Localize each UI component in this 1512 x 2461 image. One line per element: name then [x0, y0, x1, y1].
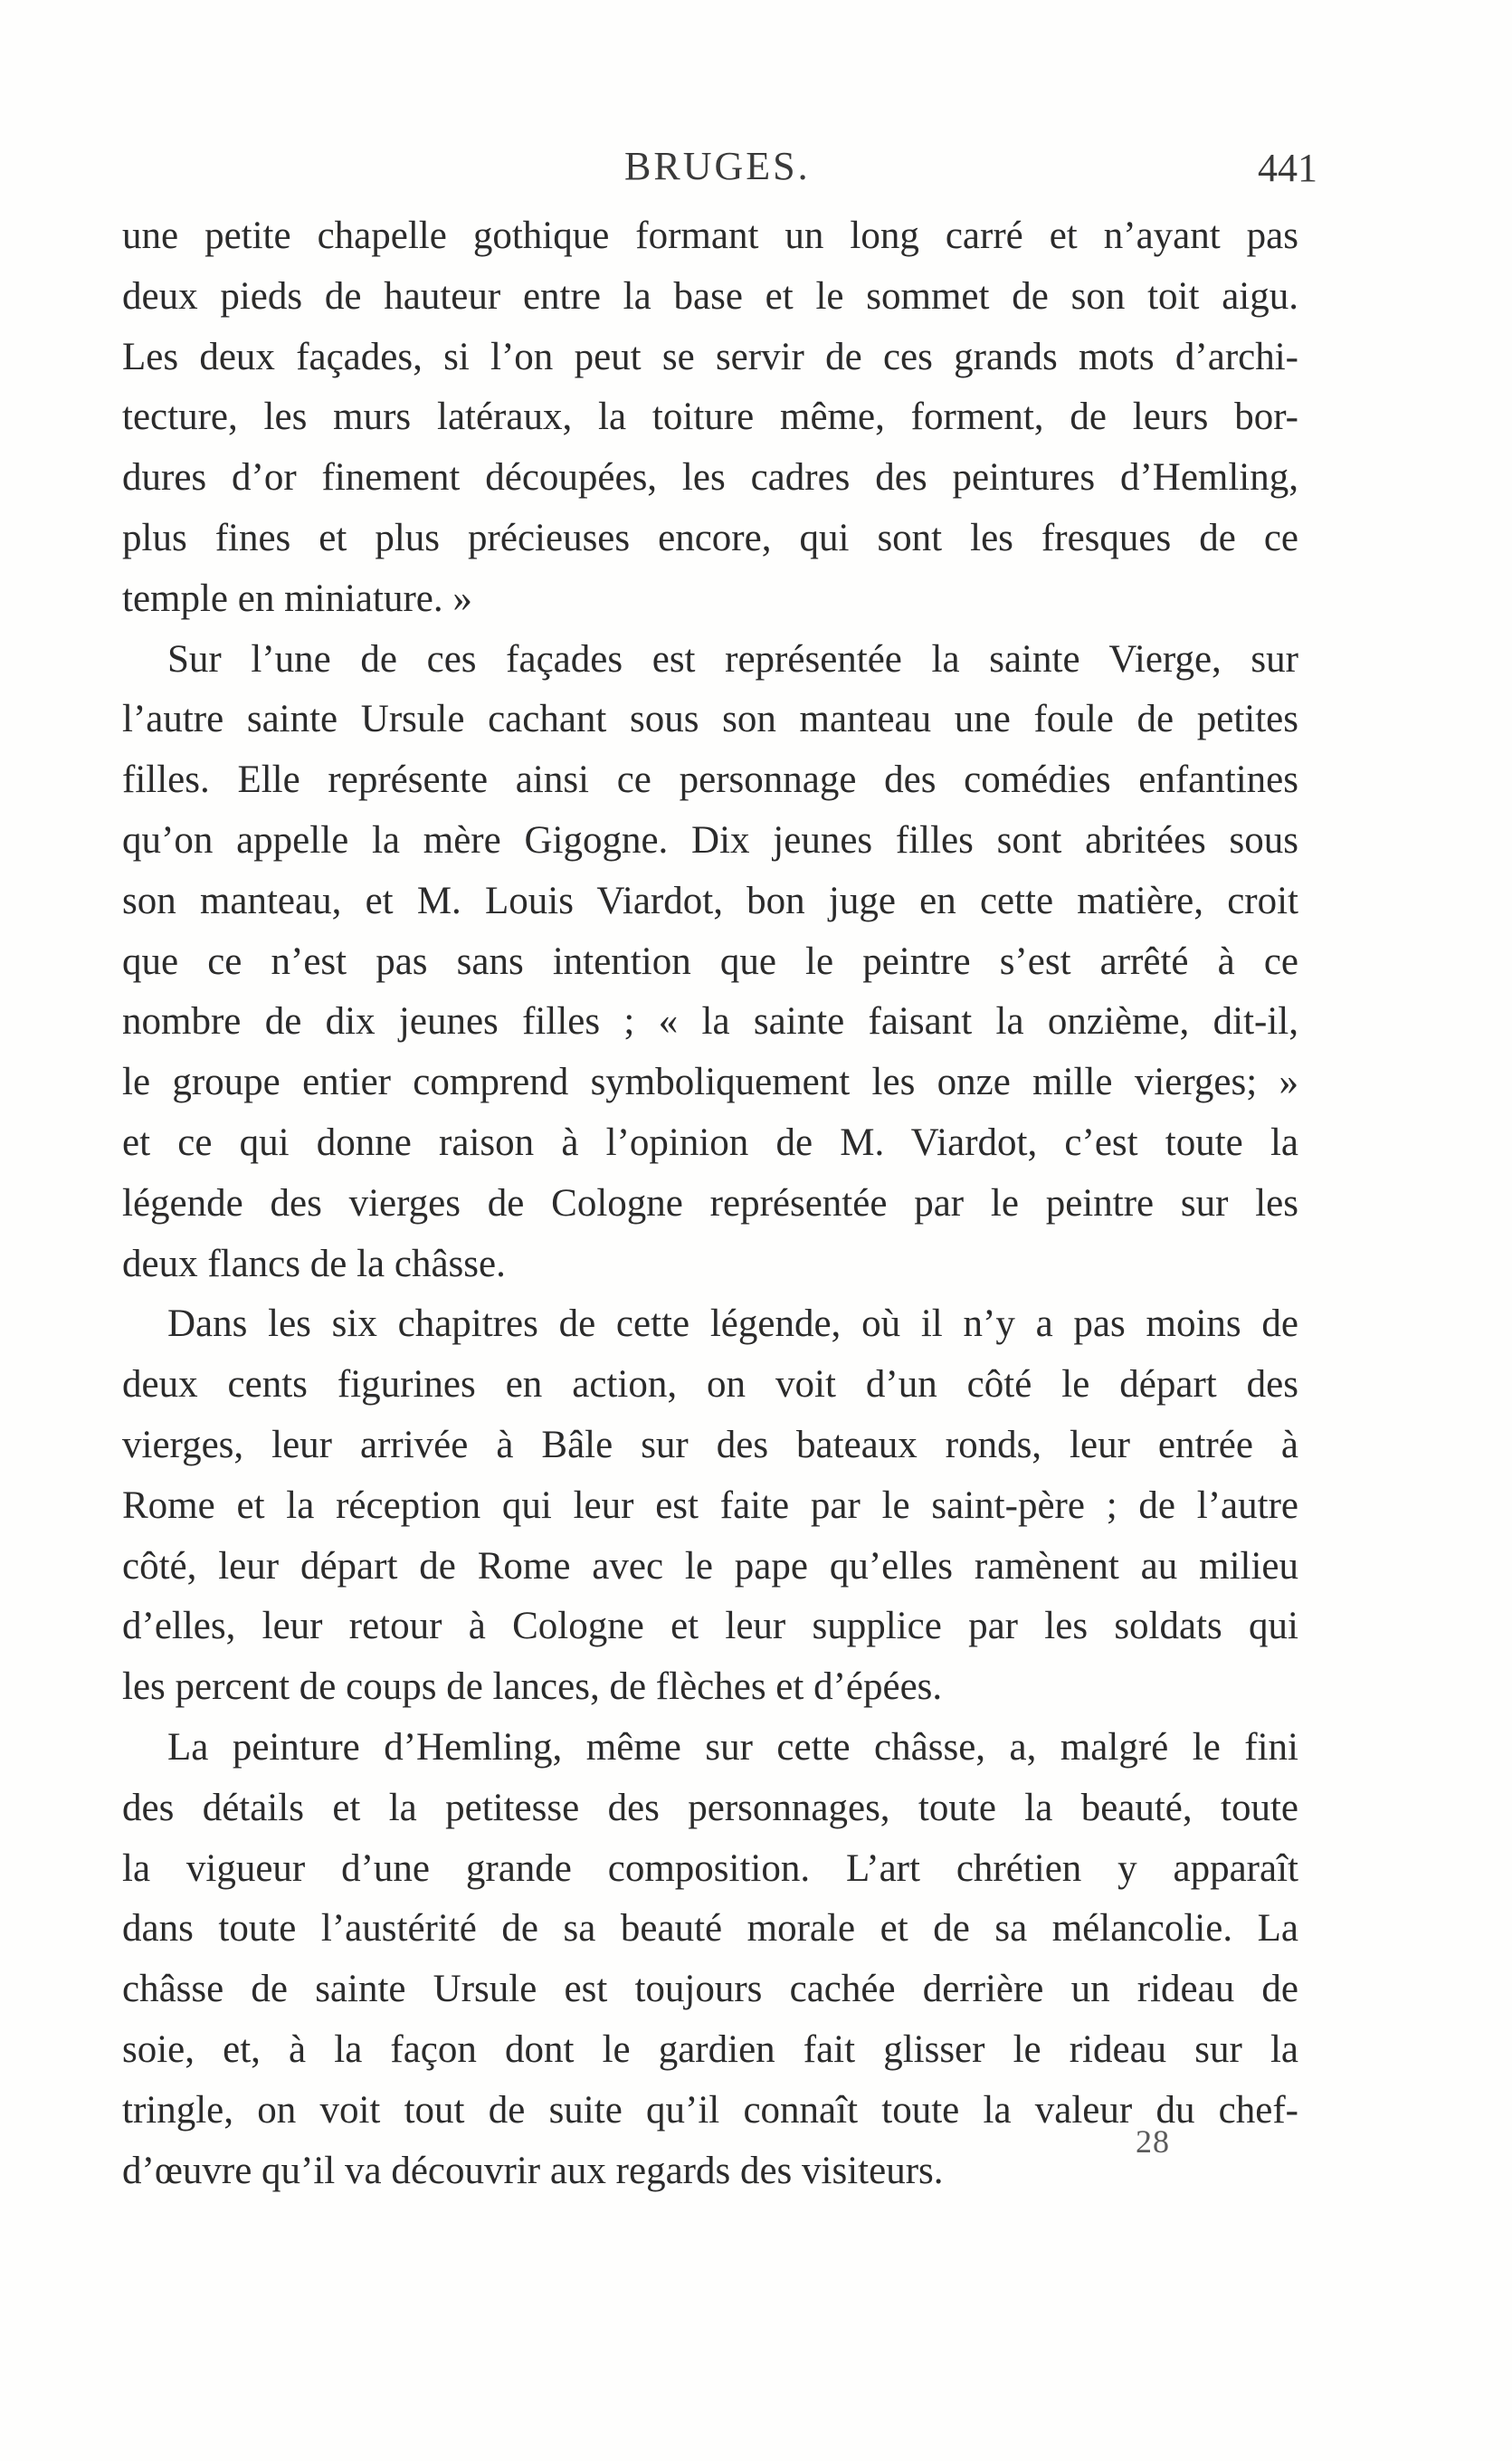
signature-mark: 28 [1136, 2123, 1170, 2160]
text-line: La peinture d’Hemling, même sur cette châsse, a, malgré le fini [167, 1725, 1298, 1769]
page-number: 441 [1258, 146, 1317, 190]
text-line: des détails et la petitesse des personnages, toute la beauté, toute [122, 1786, 1298, 1829]
text-line: deux pieds de hauteur entre la base et le sommet de son toit aigu. [122, 274, 1298, 318]
text-line: soie, et, à la façon dont le gardien fait glisser le rideau sur la [122, 2027, 1298, 2071]
paragraph-3 [122, 1294, 1298, 1718]
paragraph-4 [122, 1718, 1298, 2201]
text-line: temple en miniature. » [122, 577, 472, 620]
text-line: les percent de coups de lances, de flèches et d’épées. [122, 1665, 943, 1709]
text-line: dans toute l’austérité de sa beauté morale et de sa mélancolie. La [122, 1907, 1298, 1951]
text-line: son manteau, et M. Louis Viardot, bon juge en cette matière, croit [122, 879, 1298, 922]
running-head [0, 143, 1512, 197]
text-line: filles. Elle représente ainsi ce personnage des comédies enfantines [122, 758, 1298, 802]
text-line: Rome et la réception qui leur est faite par le saint-père ; de l’autre [122, 1483, 1298, 1527]
text-line: nombre de dix jeunes filles ; « la sainte faisant la onzième, dit-il, [122, 1000, 1298, 1044]
text-line: Les deux façades, si l’on peut se servir de ces grands mots d’archi- [122, 335, 1298, 378]
text-line: et ce qui donne raison à l’opinion de M. Viardot, c’est toute la [122, 1121, 1298, 1164]
text-line: une petite chapelle gothique formant un long carré et n’ayant pas [122, 215, 1298, 257]
text-line: l’autre sainte Ursule cachant sous son manteau une foule de petites [122, 698, 1298, 741]
text-line: d’elles, leur retour à Cologne et leur supplice par les soldats qui [122, 1605, 1298, 1648]
text-line: tringle, on voit tout de suite qu’il connaît toute la valeur du chef- [122, 2088, 1298, 2132]
text-line: qu’on appelle la mère Gigogne. Dix jeunes filles sont abritées sous [122, 818, 1298, 862]
paragraph-2 [122, 630, 1298, 1295]
text-line: que ce n’est pas sans intention que le peintre s’est arrêté à ce [122, 940, 1298, 983]
text-line: châsse de sainte Ursule est toujours cachée derrière un rideau de [122, 1968, 1298, 2011]
text-line: deux flancs de la châsse. [122, 1242, 506, 1285]
text-line: la vigueur d’une grande composition. L’art chrétien y apparaît [122, 1846, 1298, 1890]
text-line: plus fines et plus précieuses encore, qui sont les fresques de ce [122, 516, 1298, 559]
text-line: Sur l’une de ces façades est représentée la sainte Vierge, sur [167, 637, 1298, 681]
text-line: légende des vierges de Cologne représentée par le peintre sur les [122, 1181, 1298, 1225]
text-line: côté, leur départ de Rome avec le pape qu’elles ramènent au milieu [122, 1544, 1298, 1588]
text-line: le groupe entier comprend symboliquement les onze mille vierges; » [122, 1061, 1298, 1104]
body-text [122, 206, 1298, 2201]
text-line: d’œuvre qu’il va découvrir aux regards des visiteurs. [122, 2149, 944, 2192]
text-line: deux cents figurines en action, on voit d’un côté le départ des [122, 1363, 1298, 1407]
text-line: dures d’or finement découpées, les cadres des peintures d’Hemling, [122, 456, 1298, 500]
text-line: vierges, leur arrivée à Bâle sur des bateaux ronds, leur entrée à [122, 1423, 1298, 1466]
running-title: BRUGES. [624, 144, 811, 188]
text-line: Dans les six chapitres de cette légende, où il n’y a pas moins de [167, 1302, 1298, 1346]
text-line: tecture, les murs latéraux, la toiture même, forment, de leurs bor- [122, 396, 1298, 439]
paragraph-1 [122, 206, 1298, 630]
